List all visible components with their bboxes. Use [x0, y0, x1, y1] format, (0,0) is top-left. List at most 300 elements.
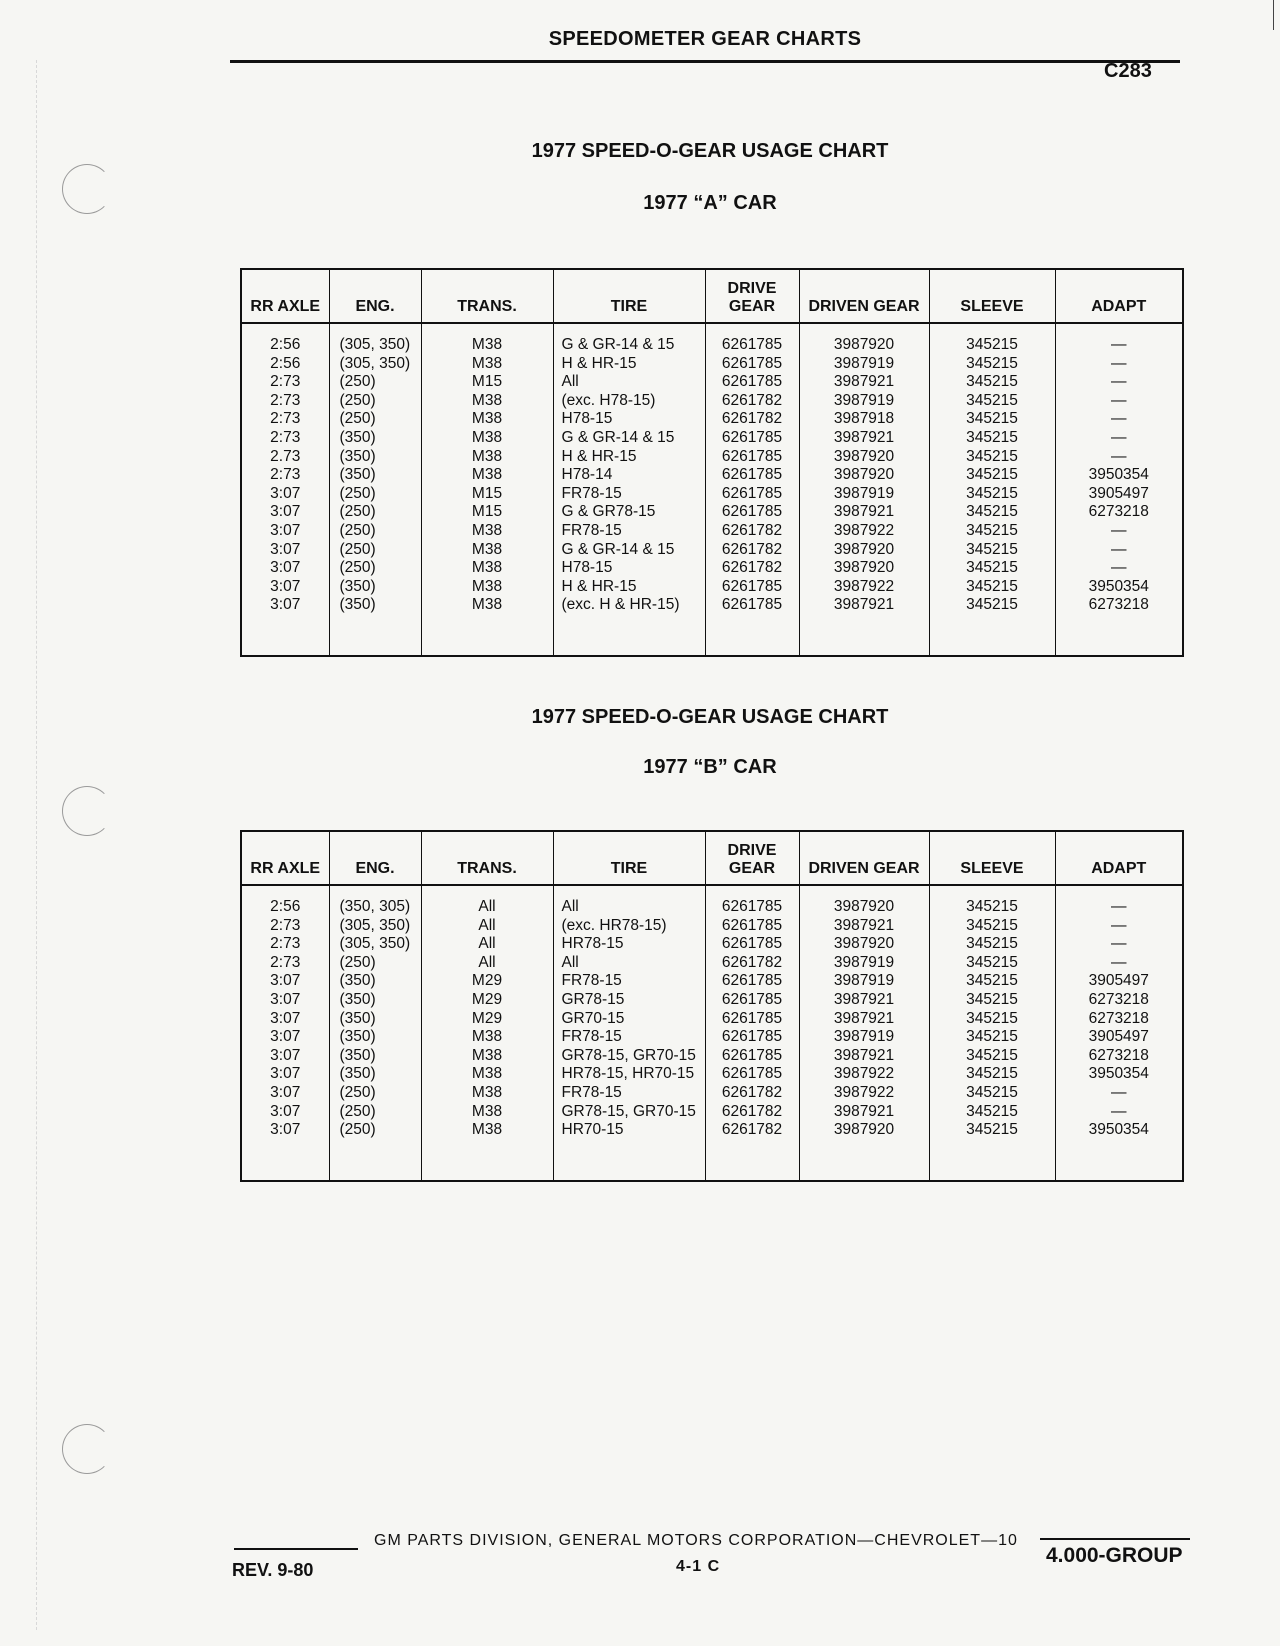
empty-cell	[329, 1140, 421, 1181]
column-header: ENG.	[329, 269, 421, 323]
table-row	[241, 1103, 1183, 1122]
transmission-cell: M38	[421, 1047, 553, 1066]
column-header: DRIVE GEAR	[705, 269, 799, 323]
table-row	[241, 410, 1183, 429]
drive-gear-cell: 6261785	[705, 972, 799, 991]
drive-gear-cell: 6261785	[705, 885, 799, 917]
table-row	[241, 972, 1183, 991]
footer-revision: REV. 9-80	[232, 1560, 314, 1580]
drive-gear-cell: 6261785	[705, 578, 799, 597]
footer-corporation: GM PARTS DIVISION, GENERAL MOTORS CORPORATION—CHEVROLET—10	[374, 1532, 1018, 1549]
driven-gear-cell: 3987921	[799, 917, 929, 936]
engine-cell: (250)	[329, 559, 421, 578]
sleeve-cell: 345215	[929, 954, 1055, 973]
tire-cell: (exc. H & HR-15)	[553, 596, 705, 615]
transmission-cell: M38	[421, 1121, 553, 1140]
engine-cell: (250)	[329, 503, 421, 522]
engine-cell: (250)	[329, 541, 421, 560]
driven-gear-cell: 3987920	[799, 1121, 929, 1140]
transmission-cell: M38	[421, 448, 553, 467]
tire-cell: H78-14	[553, 466, 705, 485]
sleeve-cell: 345215	[929, 410, 1055, 429]
column-header: RR AXLE	[241, 269, 329, 323]
chart-a-body	[241, 323, 1183, 656]
driven-gear-cell: 3987921	[799, 503, 929, 522]
adapt-cell: —	[1055, 392, 1183, 411]
rr-axle-cell: 3:07	[241, 559, 329, 578]
tire-cell: G & GR-14 & 15	[553, 323, 705, 355]
tire-cell: FR78-15	[553, 1084, 705, 1103]
binder-hole	[62, 786, 112, 836]
transmission-cell: M29	[421, 972, 553, 991]
adapt-cell: 3905497	[1055, 972, 1183, 991]
sleeve-cell: 345215	[929, 559, 1055, 578]
transmission-cell: All	[421, 917, 553, 936]
transmission-cell: M38	[421, 323, 553, 355]
adapt-cell: —	[1055, 1084, 1183, 1103]
engine-cell: (305, 350)	[329, 355, 421, 374]
drive-gear-cell: 6261785	[705, 991, 799, 1010]
table-row	[241, 355, 1183, 374]
sleeve-cell: 345215	[929, 1121, 1055, 1140]
transmission-cell: M38	[421, 1028, 553, 1047]
tire-cell: HR70-15	[553, 1121, 705, 1140]
column-header: ADAPT	[1055, 269, 1183, 323]
table-row	[241, 323, 1183, 355]
table-row	[241, 522, 1183, 541]
driven-gear-cell: 3987921	[799, 1103, 929, 1122]
rr-axle-cell: 2:73	[241, 935, 329, 954]
rr-axle-cell: 3:07	[241, 541, 329, 560]
drive-gear-cell: 6261782	[705, 522, 799, 541]
tire-cell: G & GR-14 & 15	[553, 541, 705, 560]
transmission-cell: M38	[421, 1103, 553, 1122]
driven-gear-cell: 3987920	[799, 885, 929, 917]
sleeve-cell: 345215	[929, 596, 1055, 615]
tire-cell: HR78-15, HR70-15	[553, 1065, 705, 1084]
transmission-cell: M29	[421, 991, 553, 1010]
adapt-cell: —	[1055, 559, 1183, 578]
table-row	[241, 429, 1183, 448]
engine-cell: (250)	[329, 410, 421, 429]
engine-cell: (250)	[329, 485, 421, 504]
rr-axle-cell: 2:56	[241, 355, 329, 374]
column-header: RR AXLE	[241, 831, 329, 885]
drive-gear-cell: 6261782	[705, 954, 799, 973]
driven-gear-cell: 3987920	[799, 448, 929, 467]
adapt-cell: 3905497	[1055, 485, 1183, 504]
sleeve-cell: 345215	[929, 323, 1055, 355]
footer-page-number: 4-1 C	[676, 1558, 721, 1575]
adapt-cell: —	[1055, 522, 1183, 541]
drive-gear-cell: 6261785	[705, 1047, 799, 1066]
tire-cell: GR70-15	[553, 1010, 705, 1029]
transmission-cell: All	[421, 954, 553, 973]
adapt-cell: —	[1055, 954, 1183, 973]
empty-cell	[241, 615, 329, 656]
tire-cell: H78-15	[553, 410, 705, 429]
table-padding-row	[241, 1140, 1183, 1181]
chart-b-body	[241, 885, 1183, 1181]
rr-axle-cell: 3:07	[241, 991, 329, 1010]
driven-gear-cell: 3987919	[799, 355, 929, 374]
rr-axle-cell: 3:07	[241, 1010, 329, 1029]
transmission-cell: M15	[421, 485, 553, 504]
driven-gear-cell: 3987921	[799, 1010, 929, 1029]
engine-cell: (350)	[329, 991, 421, 1010]
empty-cell	[799, 1140, 929, 1181]
transmission-cell: M38	[421, 541, 553, 560]
drive-gear-cell: 6261782	[705, 1121, 799, 1140]
rr-axle-cell: 2:73	[241, 373, 329, 392]
transmission-cell: All	[421, 885, 553, 917]
tire-cell: FR78-15	[553, 522, 705, 541]
adapt-cell: 6273218	[1055, 1047, 1183, 1066]
tire-cell: FR78-15	[553, 485, 705, 504]
column-header: TRANS.	[421, 831, 553, 885]
table-header-row	[241, 831, 1183, 885]
transmission-cell: M15	[421, 373, 553, 392]
tire-cell: All	[553, 954, 705, 973]
engine-cell: (350)	[329, 1028, 421, 1047]
driven-gear-cell: 3987921	[799, 1047, 929, 1066]
rr-axle-cell: 2:73	[241, 466, 329, 485]
rr-axle-cell: 3:07	[241, 1103, 329, 1122]
table-row	[241, 559, 1183, 578]
driven-gear-cell: 3987920	[799, 323, 929, 355]
table-row	[241, 1121, 1183, 1140]
footer-group: 4.000-GROUP	[1046, 1544, 1183, 1567]
binder-hole	[62, 1424, 112, 1474]
driven-gear-cell: 3987920	[799, 935, 929, 954]
drive-gear-cell: 6261785	[705, 917, 799, 936]
adapt-cell: —	[1055, 935, 1183, 954]
transmission-cell: M38	[421, 578, 553, 597]
drive-gear-cell: 6261785	[705, 448, 799, 467]
adapt-cell: 3950354	[1055, 578, 1183, 597]
empty-cell	[705, 1140, 799, 1181]
tire-cell: HR78-15	[553, 935, 705, 954]
empty-cell	[421, 615, 553, 656]
drive-gear-cell: 6261782	[705, 1103, 799, 1122]
sleeve-cell: 345215	[929, 373, 1055, 392]
sleeve-cell: 345215	[929, 1028, 1055, 1047]
transmission-cell: M38	[421, 522, 553, 541]
table-row	[241, 917, 1183, 936]
rr-axle-cell: 3:07	[241, 485, 329, 504]
engine-cell: (250)	[329, 373, 421, 392]
sleeve-cell: 345215	[929, 972, 1055, 991]
tire-cell: (exc. HR78-15)	[553, 917, 705, 936]
engine-cell: (305, 350)	[329, 323, 421, 355]
driven-gear-cell: 3987922	[799, 522, 929, 541]
engine-cell: (350, 305)	[329, 885, 421, 917]
transmission-cell: M29	[421, 1010, 553, 1029]
footer-rule	[1040, 1538, 1190, 1540]
adapt-cell: 3950354	[1055, 466, 1183, 485]
driven-gear-cell: 3987921	[799, 991, 929, 1010]
driven-gear-cell: 3987919	[799, 1028, 929, 1047]
rr-axle-cell: 3:07	[241, 596, 329, 615]
table-row	[241, 485, 1183, 504]
adapt-cell: 6273218	[1055, 991, 1183, 1010]
table-row	[241, 1084, 1183, 1103]
sleeve-cell: 345215	[929, 991, 1055, 1010]
engine-cell: (305, 350)	[329, 917, 421, 936]
transmission-cell: M38	[421, 1065, 553, 1084]
transmission-cell: M38	[421, 466, 553, 485]
adapt-cell: —	[1055, 448, 1183, 467]
empty-cell	[1055, 615, 1183, 656]
drive-gear-cell: 6261782	[705, 392, 799, 411]
column-header: ENG.	[329, 831, 421, 885]
adapt-cell: —	[1055, 541, 1183, 560]
rr-axle-cell: 3:07	[241, 1065, 329, 1084]
drive-gear-cell: 6261782	[705, 559, 799, 578]
sleeve-cell: 345215	[929, 466, 1055, 485]
drive-gear-cell: 6261785	[705, 323, 799, 355]
tire-cell: GR78-15, GR70-15	[553, 1047, 705, 1066]
table-row	[241, 991, 1183, 1010]
driven-gear-cell: 3987920	[799, 466, 929, 485]
adapt-cell: —	[1055, 373, 1183, 392]
driven-gear-cell: 3987919	[799, 485, 929, 504]
drive-gear-cell: 6261785	[705, 1065, 799, 1084]
adapt-cell: —	[1055, 885, 1183, 917]
rr-axle-cell: 3:07	[241, 522, 329, 541]
rr-axle-cell: 3:07	[241, 972, 329, 991]
driven-gear-cell: 3987921	[799, 596, 929, 615]
rr-axle-cell: 3:07	[241, 1047, 329, 1066]
table-row	[241, 1047, 1183, 1066]
sleeve-cell: 345215	[929, 541, 1055, 560]
adapt-cell: 3950354	[1055, 1121, 1183, 1140]
chart-b-subtitle: 1977 “B” CAR	[643, 756, 777, 778]
rr-axle-cell: 2:73	[241, 410, 329, 429]
drive-gear-cell: 6261785	[705, 355, 799, 374]
sleeve-cell: 345215	[929, 355, 1055, 374]
adapt-cell: —	[1055, 355, 1183, 374]
page-edge-line	[36, 60, 37, 1630]
tire-cell: (exc. H78-15)	[553, 392, 705, 411]
empty-cell	[241, 1140, 329, 1181]
drive-gear-cell: 6261785	[705, 485, 799, 504]
rr-axle-cell: 2:73	[241, 429, 329, 448]
engine-cell: (350)	[329, 1010, 421, 1029]
transmission-cell: M38	[421, 429, 553, 448]
driven-gear-cell: 3987919	[799, 954, 929, 973]
sleeve-cell: 345215	[929, 1010, 1055, 1029]
engine-cell: (250)	[329, 1121, 421, 1140]
adapt-cell: 6273218	[1055, 1010, 1183, 1029]
driven-gear-cell: 3987918	[799, 410, 929, 429]
table-row	[241, 885, 1183, 917]
table-row	[241, 466, 1183, 485]
transmission-cell: M38	[421, 410, 553, 429]
empty-cell	[929, 1140, 1055, 1181]
column-header: DRIVEN GEAR	[799, 831, 929, 885]
chart-a-subtitle: 1977 “A” CAR	[643, 192, 777, 214]
transmission-cell: M15	[421, 503, 553, 522]
tire-cell: G & GR-14 & 15	[553, 429, 705, 448]
adapt-cell: 3905497	[1055, 1028, 1183, 1047]
header-rule	[230, 60, 1180, 63]
engine-cell: (250)	[329, 392, 421, 411]
engine-cell: (305, 350)	[329, 935, 421, 954]
engine-cell: (250)	[329, 522, 421, 541]
engine-cell: (350)	[329, 448, 421, 467]
empty-cell	[929, 615, 1055, 656]
driven-gear-cell: 3987922	[799, 1065, 929, 1084]
sleeve-cell: 345215	[929, 917, 1055, 936]
table-row	[241, 1065, 1183, 1084]
empty-cell	[421, 1140, 553, 1181]
table-row	[241, 1010, 1183, 1029]
transmission-cell: M38	[421, 1084, 553, 1103]
page-corner-mark	[1273, 0, 1274, 30]
driven-gear-cell: 3987921	[799, 373, 929, 392]
table-row	[241, 503, 1183, 522]
drive-gear-cell: 6261782	[705, 541, 799, 560]
column-header: TIRE	[553, 831, 705, 885]
transmission-cell: All	[421, 935, 553, 954]
sleeve-cell: 345215	[929, 1065, 1055, 1084]
sleeve-cell: 345215	[929, 485, 1055, 504]
tire-cell: FR78-15	[553, 1028, 705, 1047]
drive-gear-cell: 6261782	[705, 410, 799, 429]
page-code: C283	[1104, 60, 1152, 82]
drive-gear-cell: 6261782	[705, 1084, 799, 1103]
driven-gear-cell: 3987921	[799, 429, 929, 448]
rr-axle-cell: 3:07	[241, 578, 329, 597]
table-row	[241, 373, 1183, 392]
chart-b-title: 1977 SPEED-O-GEAR USAGE CHART	[531, 706, 889, 728]
rr-axle-cell: 2:73	[241, 392, 329, 411]
tire-cell: All	[553, 885, 705, 917]
sleeve-cell: 345215	[929, 448, 1055, 467]
table-row	[241, 935, 1183, 954]
transmission-cell: M38	[421, 559, 553, 578]
table-row	[241, 954, 1183, 973]
empty-cell	[553, 1140, 705, 1181]
rr-axle-cell: 2.73	[241, 448, 329, 467]
table-row	[241, 596, 1183, 615]
driven-gear-cell: 3987922	[799, 1084, 929, 1103]
rr-axle-cell: 2:73	[241, 954, 329, 973]
driven-gear-cell: 3987920	[799, 559, 929, 578]
adapt-cell: —	[1055, 917, 1183, 936]
column-header: SLEEVE	[929, 831, 1055, 885]
tire-cell: FR78-15	[553, 972, 705, 991]
rr-axle-cell: 3:07	[241, 1121, 329, 1140]
drive-gear-cell: 6261785	[705, 1010, 799, 1029]
engine-cell: (350)	[329, 596, 421, 615]
engine-cell: (350)	[329, 429, 421, 448]
rr-axle-cell: 3:07	[241, 503, 329, 522]
sleeve-cell: 345215	[929, 392, 1055, 411]
chart-b-table	[240, 830, 1184, 1182]
tire-cell: GR78-15, GR70-15	[553, 1103, 705, 1122]
engine-cell: (350)	[329, 578, 421, 597]
chart-a-table	[240, 268, 1184, 657]
sleeve-cell: 345215	[929, 578, 1055, 597]
column-header: SLEEVE	[929, 269, 1055, 323]
drive-gear-cell: 6261785	[705, 503, 799, 522]
empty-cell	[705, 615, 799, 656]
transmission-cell: M38	[421, 392, 553, 411]
empty-cell	[553, 615, 705, 656]
sleeve-cell: 345215	[929, 503, 1055, 522]
tire-cell: H78-15	[553, 559, 705, 578]
column-header: DRIVE GEAR	[705, 831, 799, 885]
sleeve-cell: 345215	[929, 885, 1055, 917]
sleeve-cell: 345215	[929, 935, 1055, 954]
table-row	[241, 1028, 1183, 1047]
driven-gear-cell: 3987919	[799, 972, 929, 991]
engine-cell: (350)	[329, 1047, 421, 1066]
column-header: TIRE	[553, 269, 705, 323]
table-row	[241, 578, 1183, 597]
transmission-cell: M38	[421, 596, 553, 615]
page-header-title: SPEEDOMETER GEAR CHARTS	[548, 28, 862, 50]
drive-gear-cell: 6261785	[705, 373, 799, 392]
column-header: ADAPT	[1055, 831, 1183, 885]
rr-axle-cell: 2:73	[241, 917, 329, 936]
engine-cell: (350)	[329, 466, 421, 485]
driven-gear-cell: 3987919	[799, 392, 929, 411]
tire-cell: GR78-15	[553, 991, 705, 1010]
drive-gear-cell: 6261785	[705, 429, 799, 448]
engine-cell: (250)	[329, 954, 421, 973]
tire-cell: H & HR-15	[553, 448, 705, 467]
column-header: TRANS.	[421, 269, 553, 323]
footer-rule	[234, 1548, 358, 1550]
table-header-row	[241, 269, 1183, 323]
sleeve-cell: 345215	[929, 522, 1055, 541]
table-row	[241, 448, 1183, 467]
sleeve-cell: 345215	[929, 1103, 1055, 1122]
adapt-cell: —	[1055, 429, 1183, 448]
tire-cell: H & HR-15	[553, 578, 705, 597]
adapt-cell: —	[1055, 410, 1183, 429]
rr-axle-cell: 3:07	[241, 1084, 329, 1103]
empty-cell	[1055, 1140, 1183, 1181]
engine-cell: (250)	[329, 1103, 421, 1122]
empty-cell	[799, 615, 929, 656]
rr-axle-cell: 2:56	[241, 323, 329, 355]
transmission-cell: M38	[421, 355, 553, 374]
tire-cell: G & GR78-15	[553, 503, 705, 522]
rr-axle-cell: 3:07	[241, 1028, 329, 1047]
table-row	[241, 541, 1183, 560]
sleeve-cell: 345215	[929, 429, 1055, 448]
binder-hole	[62, 164, 112, 214]
table-row	[241, 392, 1183, 411]
tire-cell: All	[553, 373, 705, 392]
adapt-cell: 6273218	[1055, 596, 1183, 615]
engine-cell: (350)	[329, 1065, 421, 1084]
adapt-cell: —	[1055, 1103, 1183, 1122]
drive-gear-cell: 6261785	[705, 1028, 799, 1047]
adapt-cell: —	[1055, 323, 1183, 355]
tire-cell: H & HR-15	[553, 355, 705, 374]
sleeve-cell: 345215	[929, 1084, 1055, 1103]
table-padding-row	[241, 615, 1183, 656]
drive-gear-cell: 6261785	[705, 935, 799, 954]
drive-gear-cell: 6261785	[705, 596, 799, 615]
engine-cell: (350)	[329, 972, 421, 991]
empty-cell	[329, 615, 421, 656]
